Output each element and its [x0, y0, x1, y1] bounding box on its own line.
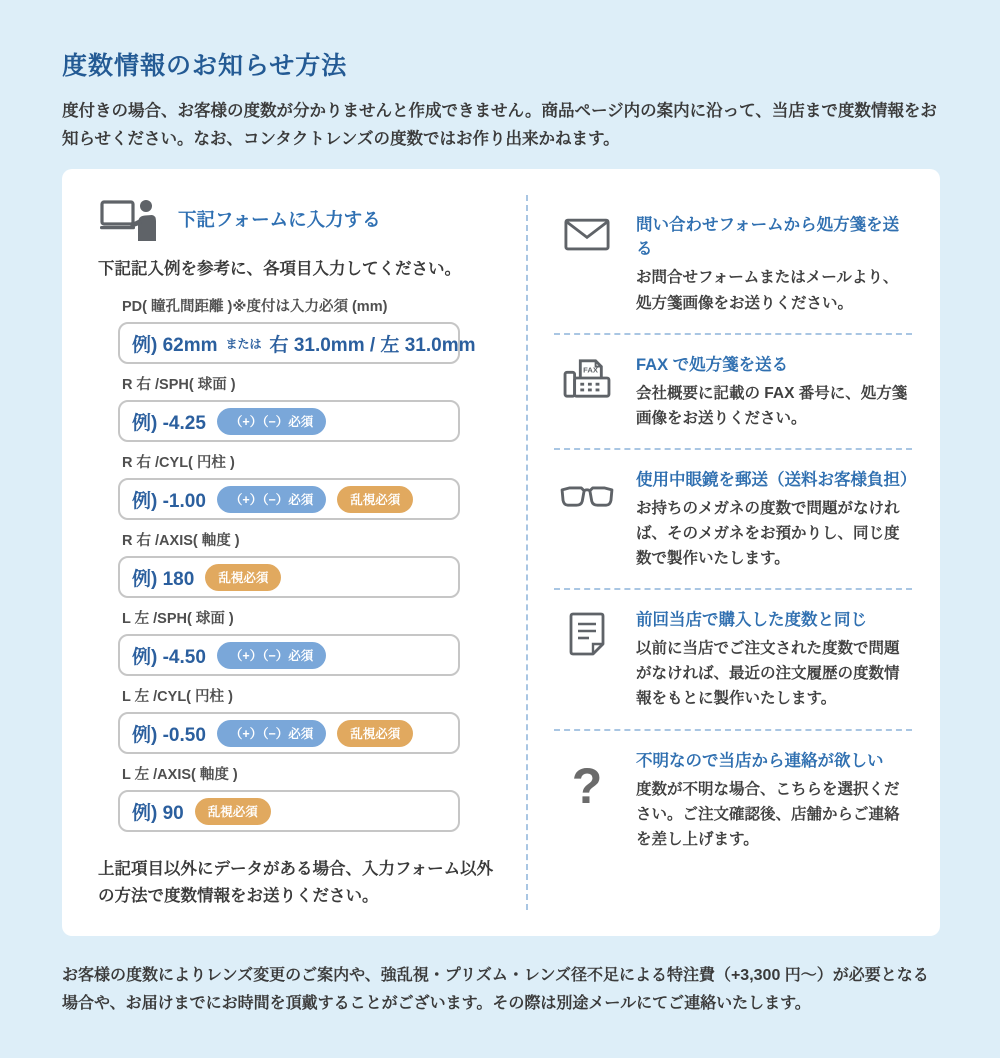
pd-example-box: [118, 322, 476, 364]
field-box-l-sph: [118, 634, 460, 676]
form-header-title: 下記フォームに入力する: [178, 209, 381, 231]
method-body: お持ちのメガネの度数で問題がなければ、そのメガネをお預かりし、同じ度数で製作いたします。: [636, 499, 900, 568]
method-text: [636, 745, 912, 852]
intro-text: 度付きの場合、お客様の度数が分かりませんと作成できません。商品ページ内の案内に沿って、当店まで度数情報をお知らせください。なお、コンタクトレンズの度数ではお作り出来かねます。: [62, 102, 937, 148]
field-example: 例) 90: [132, 802, 184, 824]
method-mail-glasses: [554, 448, 917, 588]
pd-label: PD( 瞳孔間距離 )※度付は入力必須 (mm): [122, 299, 388, 316]
pd-example-or: または: [225, 336, 262, 351]
method-previous-order: [554, 588, 912, 728]
method-body: 以前に当店でご注文された度数で問題がなければ、最近の注文履歴の度数情報をもとに製作いたします。: [636, 640, 900, 708]
page-title: 度数情報のお知らせ方法: [62, 52, 348, 80]
field-label-r-axis: R 右 /AXIS( 軸度 ): [122, 533, 240, 550]
method-title: FAX で処方箋を送る: [636, 355, 789, 374]
method-body: 会社概要に記載の FAX 番号に、処方箋画像をお送りください。: [636, 384, 908, 427]
field-label-l-axis: L 左 /AXIS( 軸度 ): [122, 767, 238, 784]
methods-panel: [62, 169, 940, 935]
field-example: 例) -4.25: [132, 412, 206, 434]
person-computer-icon: [100, 197, 160, 241]
astigmatism-required-badge: 乱視必須: [337, 486, 413, 513]
question-icon: ?: [571, 757, 603, 814]
method-title: 使用中眼鏡を郵送（送料お客様負担）: [636, 470, 917, 489]
field-label-l-sph: L 左 /SPH( 球面 ): [122, 611, 234, 628]
envelope-icon: [554, 209, 620, 315]
method-unknown-contact: [554, 729, 912, 869]
method-body: 度数が不明な場合、こちらを選択ください。ご注文確認後、店舗からご連絡を差し上げます。: [636, 780, 900, 848]
field-example: 例) -4.50: [132, 646, 206, 668]
pd-example: 例) 62mm: [132, 334, 218, 356]
field-box-r-sph: [118, 400, 460, 442]
method-body: お問合せフォームまたはメールより、処方箋画像をお送りください。: [636, 269, 899, 312]
sign-required-badge: （+）（−）必須: [217, 642, 326, 669]
method-fax: [554, 333, 912, 448]
form-header: [100, 197, 502, 241]
form-fields: [118, 295, 502, 832]
method-text: [636, 209, 912, 315]
astigmatism-required-badge: 乱視必須: [205, 564, 281, 591]
glasses-icon: [554, 464, 620, 571]
field-label-r-cyl: R 右 /CYL( 円柱 ): [122, 455, 235, 472]
method-title: 問い合わせフォームから処方箋を送る: [636, 216, 900, 259]
pd-example-tail: 右 31.0mm / 左 31.0mm: [269, 334, 476, 356]
field-label-r-sph: R 右 /SPH( 球面 ): [122, 377, 236, 394]
sign-required-badge: （+）（−）必須: [217, 408, 326, 435]
method-text: [636, 464, 917, 571]
field-example: 例) -0.50: [132, 724, 206, 746]
footer-note: お客様の度数によりレンズ変更のご案内や、強乱視・プリズム・レンズ径不足による特注費（+3,300 円～）が必要となる場合や、お届けまでにお時間を頂戴することがございます。その際は別途メールにてご連絡いたします。: [62, 966, 929, 1012]
field-example: 例) 180: [132, 568, 195, 590]
field-box-l-axis: [118, 790, 460, 832]
fax-icon: [554, 349, 620, 431]
document-icon: [554, 604, 620, 711]
field-box-l-cyl: [118, 712, 460, 754]
method-title: 前回当店で購入した度数と同じ: [636, 611, 867, 630]
astigmatism-required-badge: 乱視必須: [195, 798, 271, 825]
field-example: 例) -1.00: [132, 490, 206, 512]
method-text: [636, 349, 912, 431]
svg-text:FAX: FAX: [583, 364, 599, 374]
sign-required-badge: （+）（−）必須: [217, 486, 326, 513]
sign-required-badge: （+）（−）必須: [217, 720, 326, 747]
alt-methods-column: [526, 195, 917, 909]
method-contact-form: [554, 195, 912, 332]
form-note: 上記項目以外にデータがある場合、入力フォーム以外の方法で度数情報をお送りください。: [98, 860, 494, 906]
form-column: [92, 195, 502, 909]
method-text: [636, 604, 912, 711]
field-box-r-axis: [118, 556, 460, 598]
field-box-r-cyl: [118, 478, 460, 520]
method-title: 不明なので当店から連絡が欲しい: [636, 751, 884, 770]
form-subheader: 下記記入例を参考に、各項目入力してください。: [98, 260, 461, 279]
astigmatism-required-badge: 乱視必須: [337, 720, 413, 747]
field-label-l-cyl: L 左 /CYL( 円柱 ): [122, 689, 233, 706]
